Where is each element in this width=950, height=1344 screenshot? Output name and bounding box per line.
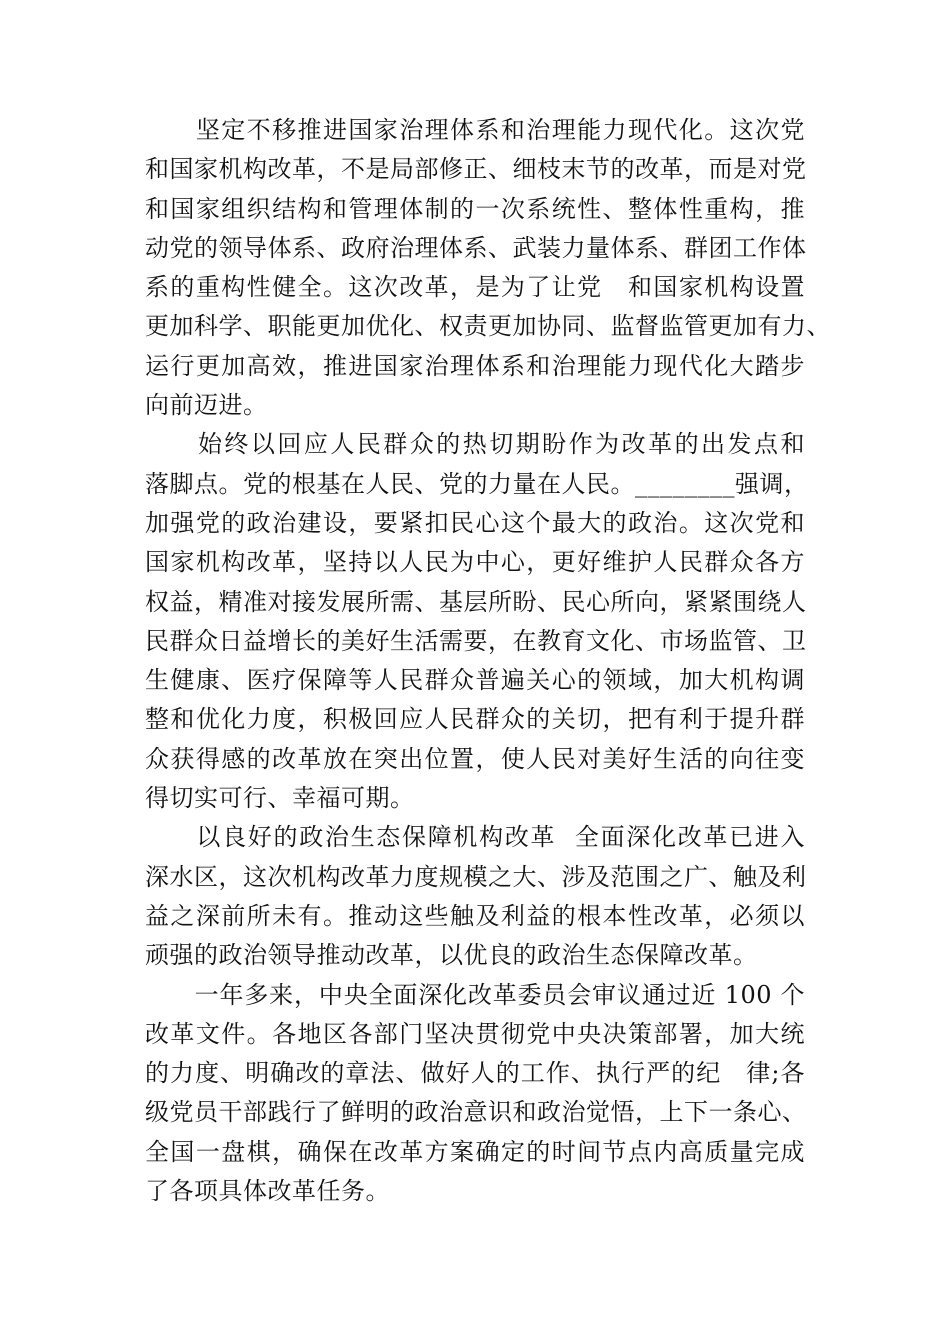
text-line: 和国家机构改革，不是局部修正、细枝末节的改革，而是对党 <box>145 155 807 184</box>
text-line: 级党员干部践行了鲜明的政治意识和政治觉悟，上下一条心、 <box>145 1098 807 1127</box>
text-line: 全国一盘棋，确保在改革方案确定的时间节点内高质量完成 <box>145 1137 805 1166</box>
paragraph-political-ecology <box>145 818 805 975</box>
document-page <box>145 111 831 1211</box>
text-line: 一年多来，中央全面深化改革委员会审议通过近 100 个 <box>145 980 805 1009</box>
text-line: 更加科学、职能更加优化、权责更加协同、监督监管更加有力、 <box>145 312 831 341</box>
text-line: 生健康、医疗保障等人民群众普遍关心的领域，加大机构调 <box>145 666 805 695</box>
paragraph-people-centered <box>145 425 809 818</box>
text-line: 国家机构改革，坚持以人民为中心，更好维护人民群众各方 <box>145 548 805 577</box>
text-line: 民群众日益增长的美好生活需要，在教育文化、市场监管、卫 <box>145 626 807 655</box>
text-line: 加强党的政治建设，要紧扣民心这个最大的政治。这次党和 <box>145 508 805 537</box>
text-line: 顽强的政治领导推动改革，以优良的政治生态保障改革。 <box>145 941 758 970</box>
paragraph-reform-progress <box>145 976 805 1212</box>
text-line: 众获得感的改革放在突出位置，使人民对美好生活的向往变 <box>145 744 805 773</box>
text-line: 的力度、明确改的章法、做好人的工作、执行严的纪 律;各 <box>145 1059 805 1088</box>
text-line: 深水区，这次机构改革力度规模之大、涉及范围之广、触及利 <box>145 862 807 891</box>
text-line: 得切实可行、幸福可期。 <box>145 784 415 813</box>
text-line: 动党的领导体系、政府治理体系、武装力量体系、群团工作体 <box>145 233 807 262</box>
text-line: 整和优化力度，积极回应人民群众的关切，把有利于提升群 <box>145 705 805 734</box>
text-line: 以良好的政治生态保障机构改革 全面深化改革已进入 <box>145 823 805 852</box>
text-line: 了各项具体改革任务。 <box>145 1177 390 1206</box>
text-line: 系的重构性健全。这次改革，是为了让党 和国家机构设置 <box>145 273 805 302</box>
text-line: 坚定不移推进国家治理体系和治理能力现代化。这次党 <box>145 116 805 144</box>
text-line: 向前迈进。 <box>145 391 268 420</box>
text-line: 和国家组织结构和管理体制的一次系统性、整体性重构，推 <box>145 194 805 223</box>
text-line: 益之深前所未有。推动这些触及利益的根本性改革，必须以 <box>145 901 805 930</box>
text-line: 落脚点。党的根基在人民、党的力量在人民。________强调， <box>145 469 809 498</box>
text-line: 运行更加高效，推进国家治理体系和治理能力现代化大踏步 <box>145 351 805 380</box>
paragraph-governance-modernization <box>145 111 831 425</box>
text-line: 权益，精准对接发展所需、基层所盼、民心所向，紧紧围绕人 <box>145 587 807 616</box>
text-line: 始终以回应人民群众的热切期盼作为改革的出发点和 <box>145 430 805 459</box>
text-line: 改革文件。各地区各部门坚决贯彻党中央决策部署，加大统 <box>145 1019 805 1048</box>
